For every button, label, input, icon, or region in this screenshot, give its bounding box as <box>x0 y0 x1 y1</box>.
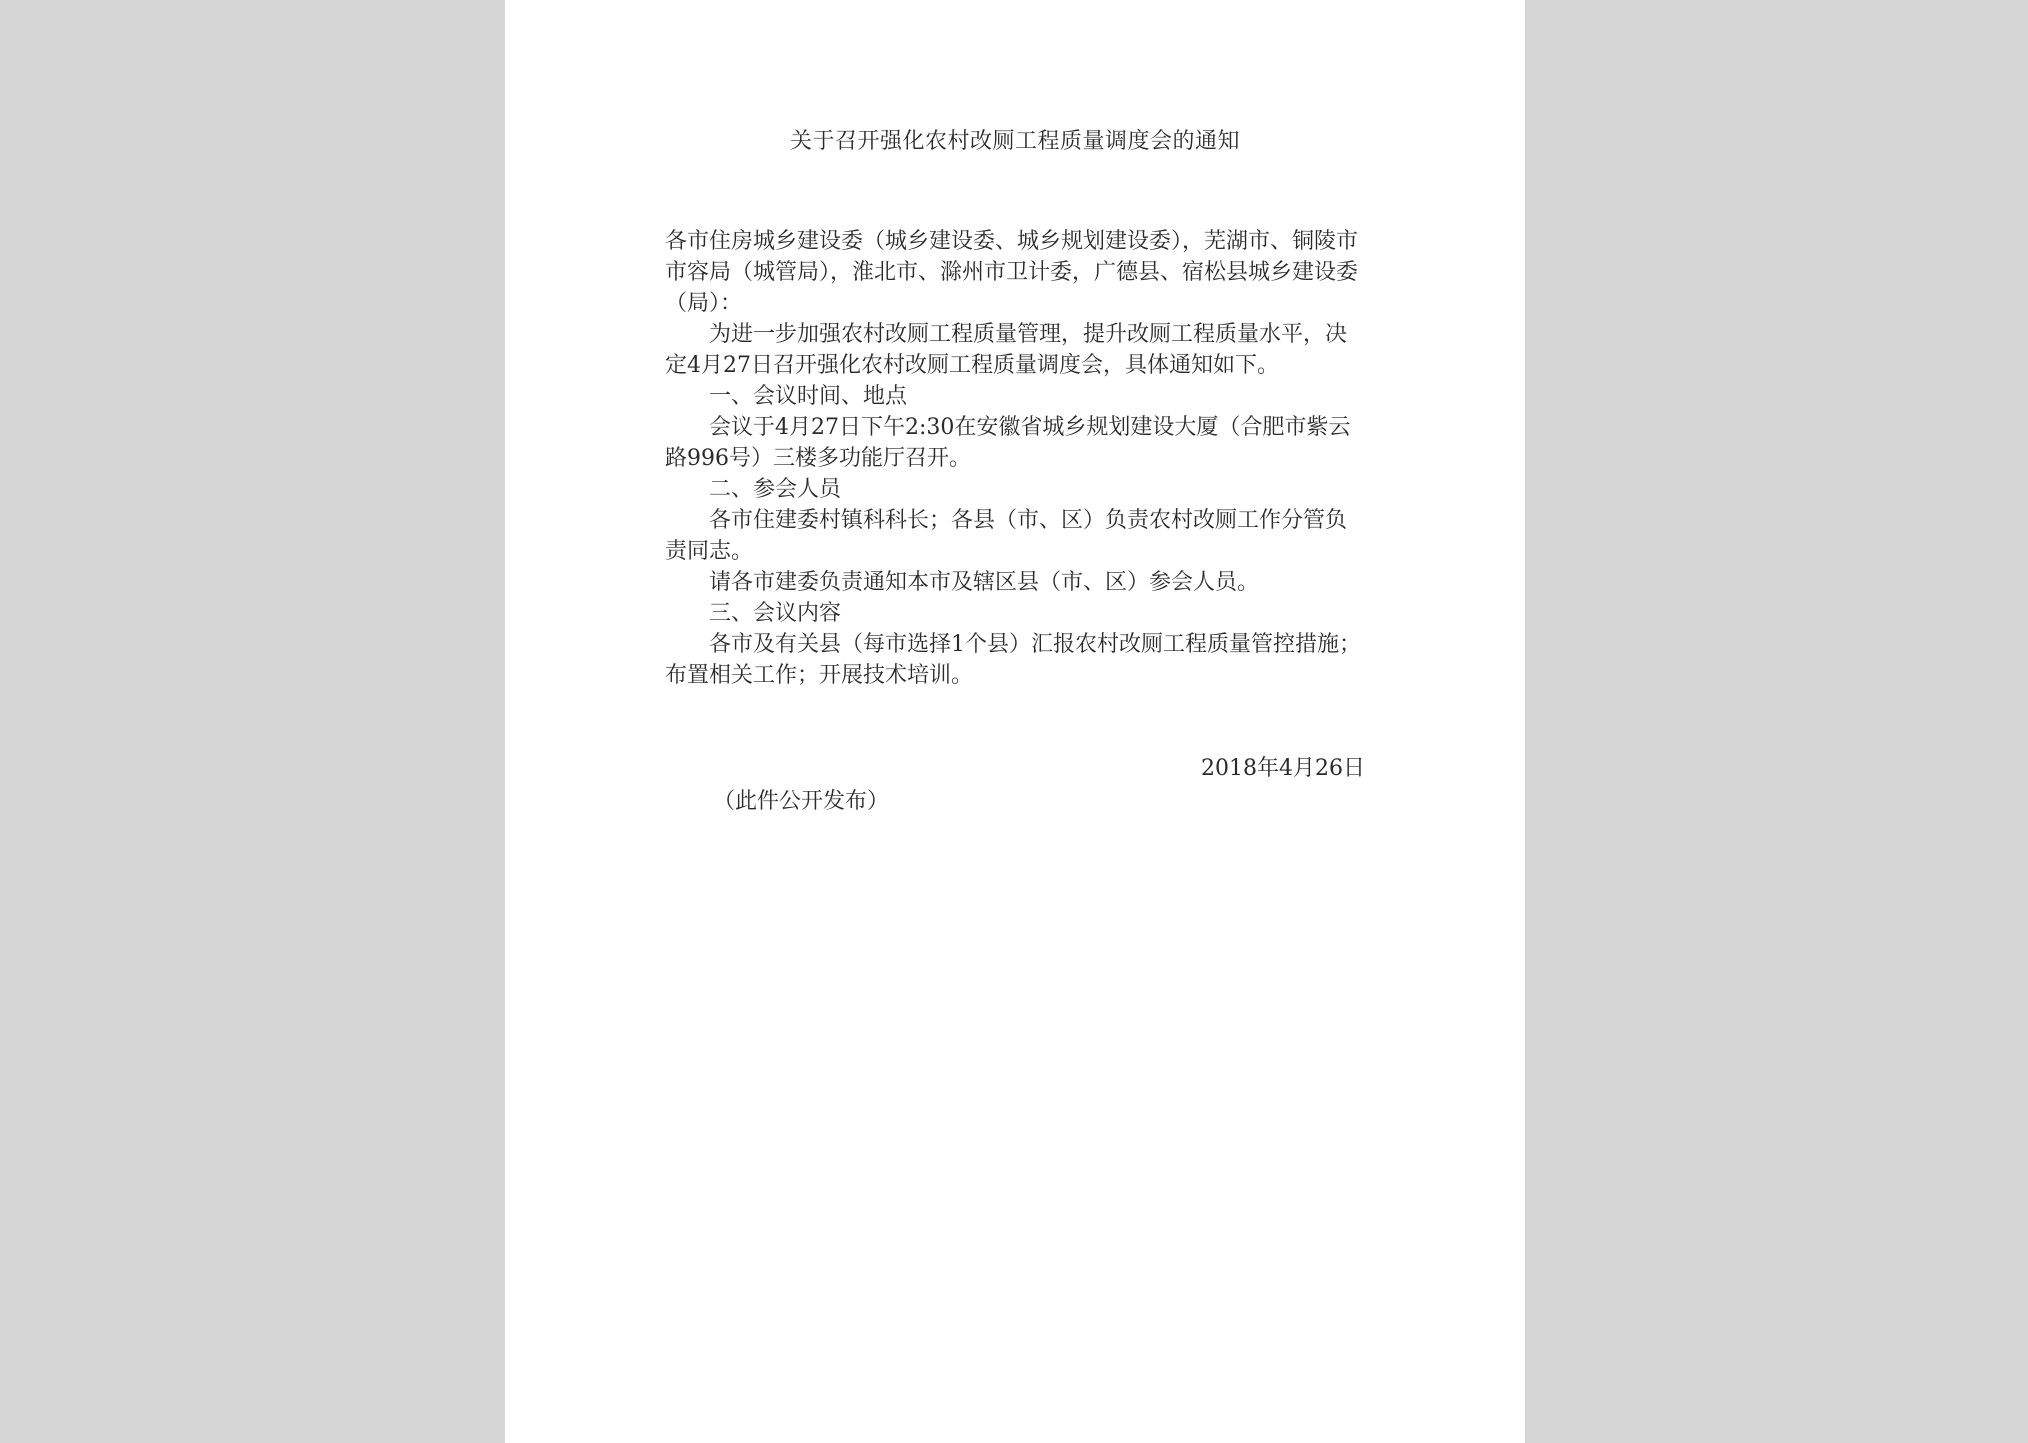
document-body <box>665 226 1365 691</box>
intro-paragraph: 为进一步加强农村改厕工程质量管理，提升改厕工程质量水平，决定4月27日召开强化农村改厕工程质量调度会，具体通知如下。 <box>665 322 1348 378</box>
document-page <box>505 0 1525 1443</box>
section3-heading: 三、会议内容 <box>709 601 842 626</box>
addressee-paragraph: 各市住房城乡建设委（城乡建设委、城乡规划建设委），芜湖市、铜陵市市容局（城管局），淮北市、滁州市卫计委，广德县、宿松县城乡建设委（局）： <box>665 229 1359 316</box>
section2-note: 请各市建委负责通知本市及辖区县（市、区）参会人员。 <box>709 570 1260 595</box>
document-date: 2018年4月26日 <box>1201 756 1365 781</box>
document-title: 关于召开强化农村改厕工程质量调度会的通知 <box>789 129 1240 154</box>
section2-body: 各市住建委村镇科科长；各县（市、区）负责农村改厕工作分管负责同志。 <box>665 508 1348 564</box>
publication-note: （此件公开发布） <box>713 789 890 814</box>
section1-body: 会议于4月27日下午2:30在安徽省城乡规划建设大厦（合肥市紫云路996号）三楼多功能厅召开。 <box>665 415 1351 471</box>
section3-body: 各市及有关县（每市选择1个县）汇报农村改厕工程质量管控措施；布置相关工作；开展技术培训。 <box>665 632 1361 688</box>
section1-heading: 一、会议时间、地点 <box>709 384 908 409</box>
section2-heading: 二、参会人员 <box>709 477 842 502</box>
